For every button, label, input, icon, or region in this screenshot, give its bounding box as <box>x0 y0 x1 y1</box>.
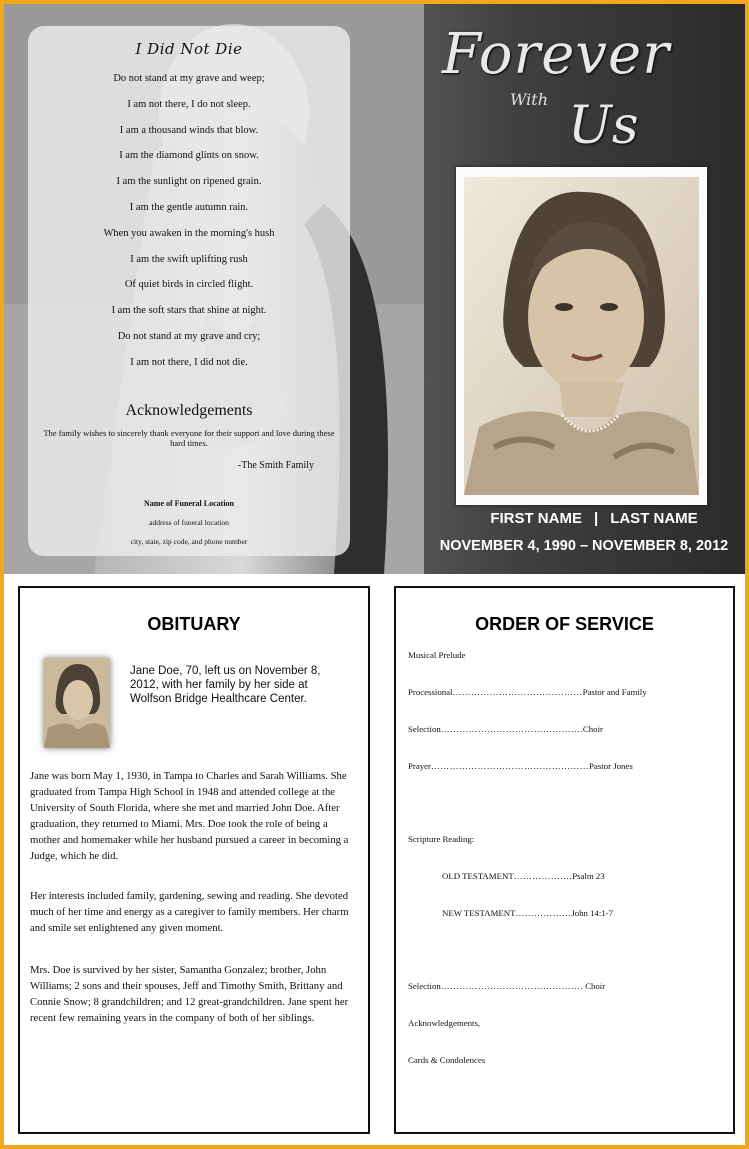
service-label: NEW TESTAMENT <box>442 908 516 918</box>
service-item <box>408 1055 485 1065</box>
life-dates: NOVEMBER 4, 1990 – NOVEMBER 8, 2012 <box>439 538 729 554</box>
service-value: Psalm 23 <box>572 871 605 881</box>
cover-section <box>4 4 745 574</box>
obituary-panel <box>18 586 370 1134</box>
acknowledgements-text: The family wishes to sincerely thank everyone for their support and love during these hard times. <box>43 427 335 448</box>
obituary-paragraph: Mrs. Doe is survived by her sister, Samantha Gonzalez; brother, John Williams; 2 sons and their spouses, Jeff and Timothy Smith, Brittany and Connie Snow; 8 grandchildren; and 12 great-grandchildren. Jane spent her recent few remaining years in the company of both of her siblings. <box>30 964 349 1024</box>
funeral-location-address: address of funeral location <box>149 517 229 527</box>
service-value: Choir <box>582 724 603 734</box>
poem-line: Of quiet birds in circled flight. <box>124 279 254 291</box>
obituary-heading: OBITUARY <box>147 614 241 634</box>
poem-line: I am the swift uplifting rush <box>130 253 248 265</box>
poem-line: When you awaken in the morning's hush <box>103 227 275 239</box>
service-item <box>408 981 605 991</box>
poem-panel <box>28 26 350 556</box>
script-title-with: With <box>510 90 549 109</box>
service-label: Selection <box>408 724 441 734</box>
service-label: Acknowledgements, <box>408 1018 481 1028</box>
script-title-us: Us <box>568 96 639 156</box>
order-of-service-panel <box>394 586 735 1134</box>
poem-line: I am a thousand winds that blow. <box>119 124 259 136</box>
service-dots: ………………………………………. <box>440 724 583 734</box>
service-label: Prayer <box>408 761 431 771</box>
obituary-photo-image <box>44 658 110 748</box>
service-item <box>408 724 603 734</box>
service-dots: ……………… <box>515 908 572 918</box>
service-item <box>408 687 647 697</box>
portrait-image <box>464 177 699 495</box>
service-dots: ………………………………………. <box>440 981 583 991</box>
poem-line: Do not stand at my grave and cry; <box>117 330 261 342</box>
service-label: Musical Prelude <box>408 650 466 660</box>
deceased-name <box>444 510 744 527</box>
poem-line: I am the gentle autumn rain. <box>129 201 249 213</box>
service-item <box>408 650 465 660</box>
name-separator: | <box>593 510 599 527</box>
service-label: Selection <box>408 981 441 991</box>
poem-line: Do not stand at my grave and weep; <box>113 73 265 84</box>
service-item <box>442 871 605 881</box>
service-value: Pastor Jones <box>589 761 633 771</box>
obituary-paragraph: Jane was born May 1, 1930, in Tampa to Charles and Sarah Williams. She graduated from Tampa High School in 1948 and attended college at the University of South Florida, where she met and married John Doe. After graduation, they returned to Miami. Mrs. Doe took the role of being a mother and homemaker while her husband pursued a career in becoming a Judge, which he did. <box>30 770 349 862</box>
service-value: Choir <box>582 981 606 991</box>
service-dots: ………………. <box>513 871 573 881</box>
poem-line: I am the diamond glints on snow. <box>119 150 259 162</box>
obituary-intro: Jane Doe, 70, left us on November 8, 2012, with her family by her side at Wolfson Bridge Healthcare Center. <box>130 665 321 705</box>
service-item <box>442 908 613 918</box>
service-label: Processional <box>408 687 453 697</box>
poem-line: I am not there, I did not die. <box>130 356 248 368</box>
service-item <box>408 761 633 771</box>
funeral-location-name: Name of Funeral Location <box>144 498 234 508</box>
poem-lines <box>28 66 350 376</box>
script-title-forever: Forever <box>442 22 670 87</box>
poem-line: I am the sunlight on ripened grain. <box>116 176 262 188</box>
service-label: Scripture Reading: <box>408 834 475 844</box>
last-name: LAST NAME <box>610 510 698 527</box>
first-name: FIRST NAME <box>490 510 582 527</box>
service-value: John 14:1-7 <box>571 908 614 918</box>
service-label: OLD TESTAMENT <box>442 871 514 881</box>
service-item <box>408 1018 480 1028</box>
service-label: Cards & Condolences <box>408 1055 486 1065</box>
poem-line: I am the soft stars that shine at night. <box>111 305 267 317</box>
obituary-photo <box>44 658 110 748</box>
acknowledgements-title: Acknowledgements <box>125 401 253 419</box>
funeral-location-city: city, state, zip code, and phone number <box>130 536 248 546</box>
acknowledgements-signature: -The Smith Family <box>237 459 314 471</box>
service-value: Pastor and Family <box>582 687 647 697</box>
portrait-photo <box>456 167 707 505</box>
obituary-paragraph: Her interests included family, gardening, sewing and reading. She devoted much of her time and energy as a caregiver to family members. Her charm and smile set enlightened any given moment. <box>30 890 349 934</box>
service-dots: …………………………………… <box>452 687 583 697</box>
service-dots: …………………………………………… <box>430 761 590 771</box>
poem-line: I am not there, I do not sleep. <box>127 98 251 110</box>
poem-title: I Did Not Die <box>135 40 243 58</box>
order-of-service-heading: ORDER OF SERVICE <box>475 614 654 634</box>
service-item <box>408 834 474 844</box>
